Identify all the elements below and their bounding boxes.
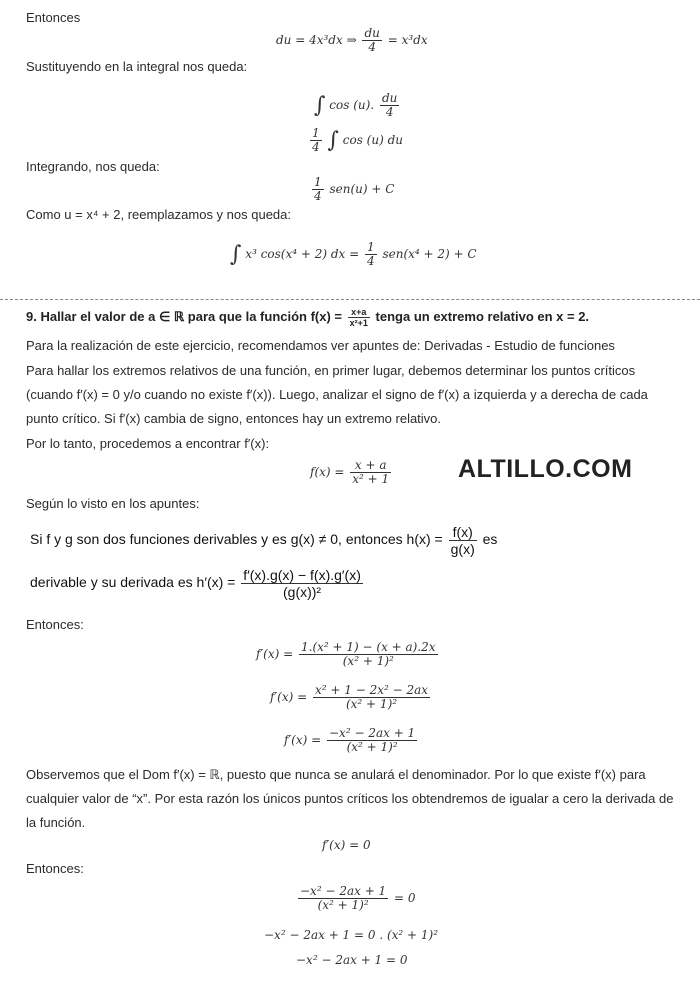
denominator: x² + 1 bbox=[352, 472, 390, 486]
numerator: x+a bbox=[348, 307, 370, 318]
denominator: g(x) bbox=[450, 541, 475, 557]
numerator: f′(x).g(x) − f(x).g′(x) bbox=[243, 567, 361, 583]
integrand: cos (u) du bbox=[342, 133, 403, 147]
heading-text: 9. Hallar el valor de a ∈ ℝ para que la función f(x) = bbox=[26, 308, 343, 324]
numerator: 1 bbox=[367, 240, 375, 254]
denominator: (x² + 1)² bbox=[345, 697, 398, 711]
equation-f-left: f(x) = bbox=[310, 465, 345, 479]
equation-derivative-1 bbox=[256, 641, 440, 668]
equation-right: = 0 bbox=[394, 891, 416, 905]
altillo-watermark: ALTILLO.COM bbox=[458, 455, 633, 483]
fraction bbox=[365, 241, 377, 268]
denominator: 4 bbox=[385, 105, 394, 119]
denominator: 4 bbox=[368, 40, 376, 54]
equation-du-left: du = 4x³dx ⇒ bbox=[276, 33, 357, 47]
denominator: 4 bbox=[367, 254, 375, 268]
paragraph-segun: Según lo visto en los apuntes: bbox=[26, 496, 200, 511]
result-body: sen(u) + C bbox=[329, 182, 395, 196]
paragraph-sustituyendo: Sustituyendo en la integral nos queda: bbox=[26, 59, 248, 74]
paragraph-integrando: Integrando, nos queda: bbox=[26, 159, 160, 174]
paragraph-como: Como u = x⁴ + 2, reemplazamos y nos queda: bbox=[26, 207, 292, 222]
paragraph-observemos: Observemos que el Dom f′(x) = ℝ, puesto que nunca se anulará el denominador. Por lo que existe f′(x) para cualquier valor de “x”. Por esta razón los únicos puntos críticos los obtendremos de igualar a cero la derivada de la función. bbox=[26, 767, 674, 830]
paragraph-hallar: Para hallar los extremos relativos de una función, en primer lugar, debemos determinar los puntos críticos (cuando f′(x) = 0 y/o cuando no existe f′(x)). Luego, analizar el signo de f′(x) a izquierda y a derecha de cada punto crítico. Si f′(x) cambia de signo, entonces hay un extremo relativo. bbox=[26, 363, 648, 426]
numerator: −x² − 2ax + 1 bbox=[300, 884, 387, 898]
numerator: 1 bbox=[312, 126, 320, 140]
fraction bbox=[449, 524, 477, 557]
denominator: 4 bbox=[312, 140, 320, 154]
numerator: 1 bbox=[314, 175, 322, 189]
equation-final-left: x³ cos(x⁴ + 2) dx = bbox=[245, 247, 360, 261]
equation-derivative-2 bbox=[270, 684, 432, 711]
paragraph-entonces-3: Entonces: bbox=[26, 861, 84, 876]
integral-sign: ∫ bbox=[230, 242, 242, 267]
numerator: f(x) bbox=[449, 524, 477, 541]
fraction bbox=[348, 307, 370, 328]
fraction bbox=[327, 727, 417, 754]
equation-left: f′(x) = bbox=[284, 733, 322, 747]
equation-f bbox=[310, 459, 393, 486]
integrand: cos (u). bbox=[329, 98, 375, 112]
numerator: −x² − 2ax + 1 bbox=[329, 726, 416, 740]
section-divider bbox=[0, 299, 700, 300]
quotient-rule-line-2 bbox=[30, 567, 365, 600]
fraction bbox=[310, 127, 322, 154]
fraction bbox=[312, 176, 324, 203]
heading-text-end: tenga un extremo relativo en x = 2. bbox=[375, 308, 590, 324]
equation-du-right: = x³dx bbox=[387, 33, 428, 47]
equation-zero-3: −x² − 2ax + 1 = 0 bbox=[296, 953, 408, 967]
numerator: x + a bbox=[350, 459, 391, 473]
numerator: du bbox=[364, 26, 380, 40]
numerator: 1.(x² + 1) − (x + a).2x bbox=[301, 640, 436, 654]
denominator: 4 bbox=[314, 189, 322, 203]
fraction bbox=[241, 567, 363, 600]
fraction bbox=[313, 684, 430, 711]
equation-final bbox=[230, 241, 477, 268]
equation-derivative-3 bbox=[284, 727, 419, 754]
denominator: (x² + 1)² bbox=[346, 740, 398, 754]
denominator: (g(x))² bbox=[283, 584, 322, 600]
fraction bbox=[298, 885, 388, 912]
denominator: x²+1 bbox=[349, 318, 368, 328]
numerator: du bbox=[381, 91, 398, 105]
equation-result bbox=[310, 176, 394, 203]
equation-du bbox=[276, 27, 428, 54]
paragraph-por-lo-tanto: Por lo tanto, procedemos a encontrar f′(x): bbox=[26, 436, 270, 451]
fraction bbox=[380, 92, 399, 119]
paragraph-entonces: Entonces bbox=[26, 10, 81, 25]
fraction bbox=[350, 459, 391, 486]
denominator: (x² + 1)² bbox=[342, 654, 394, 668]
equation-left: f′(x) = bbox=[270, 690, 308, 704]
rule-text: derivable y su derivada es h′(x) = bbox=[30, 574, 236, 591]
equation-fprime-zero: f′(x) = 0 bbox=[322, 838, 371, 852]
quotient-rule-line-1 bbox=[30, 524, 497, 557]
fraction bbox=[299, 641, 438, 668]
equation-zero-1 bbox=[296, 885, 416, 912]
exercise-heading bbox=[26, 307, 589, 328]
numerator: x² + 1 − 2x² − 2ax bbox=[315, 683, 429, 697]
rule-text: Si f y g son dos funciones derivables y es g(x) ≠ 0, entonces h(x) = bbox=[30, 531, 443, 548]
equation-final-right: sen(x⁴ + 2) + C bbox=[382, 247, 477, 261]
equation-zero-2: −x² − 2ax + 1 = 0 . (x² + 1)² bbox=[264, 928, 439, 942]
rule-text-end: es bbox=[482, 531, 498, 548]
equation-integral-2 bbox=[308, 127, 403, 154]
paragraph-realizacion: Para la realización de este ejercicio, recomendamos ver apuntes de: Derivadas - Estudio de funciones bbox=[26, 338, 615, 353]
integral-sign: ∫ bbox=[327, 128, 339, 153]
equation-integral-1 bbox=[314, 92, 401, 119]
equation-left: f′(x) = bbox=[256, 647, 294, 661]
denominator: (x² + 1)² bbox=[317, 898, 369, 912]
paragraph-entonces-2: Entonces: bbox=[26, 617, 84, 632]
fraction bbox=[362, 27, 381, 54]
integral-sign: ∫ bbox=[314, 93, 326, 118]
